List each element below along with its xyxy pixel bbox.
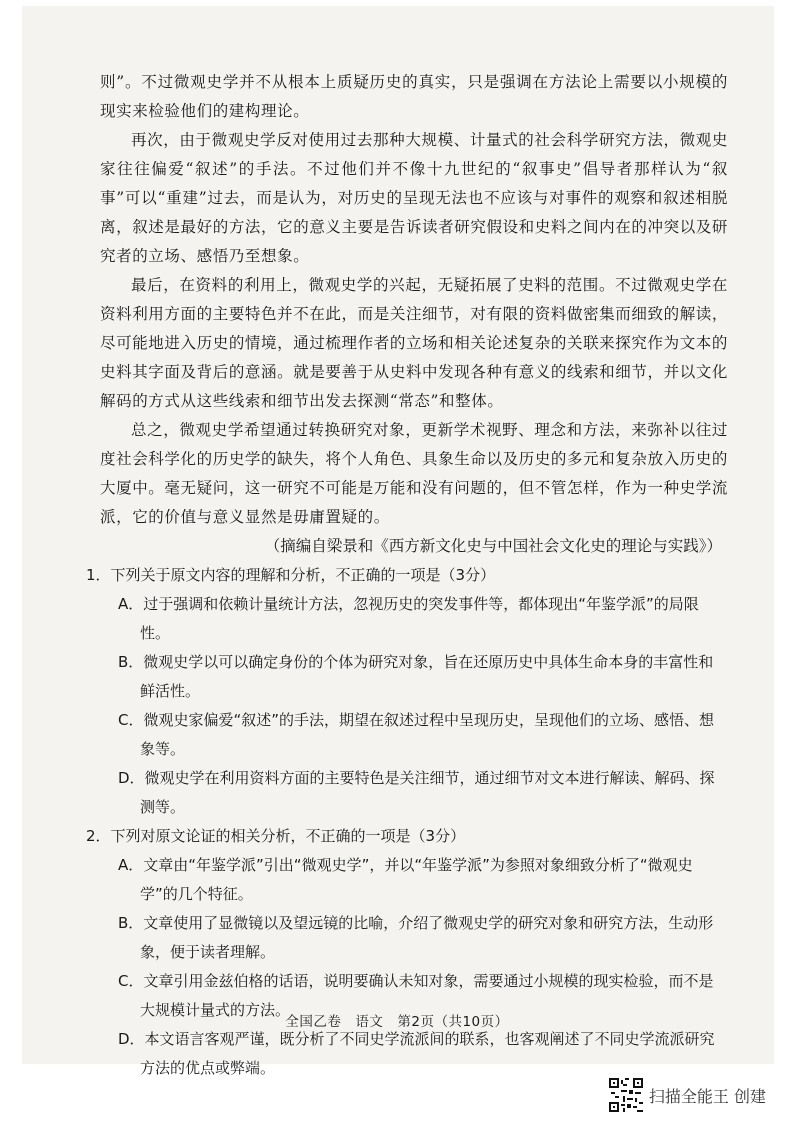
exam-page xyxy=(22,6,774,1077)
option-a: A．过于强调和依赖计量统计方法，忽视历史的突发事件等，都体现出“年鉴学派”的局限性。 xyxy=(118,595,699,642)
paragraph-4: 总之，微观史学希望通过转换研究对象，更新学术视野、理念和方法，来弥补以往过度社会科学化的历史学的缺失，将个人角色、具象生命以及历史的多元和复杂放入历史的大厦中。毫无疑问，这一研究不可能是万能和没有问题的，但不管怎样，作为一种史学流派，它的价值与意义显然是毋庸置疑的。 xyxy=(100,421,728,526)
paragraph-2: 再次，由于微观史学反对使用过去那种大规模、计量式的社会科学研究方法，微观史家往往偏爱“叙述”的手法。不过他们并不像十九世纪的“叙事史”倡导者那样认为“叙事”可以“重建”过去，而是认为，对历史的呈现无法也不应该与对事件的观察和叙述相脱离，叙述是最好的方法，它的意义主要是告诉读者研究假设和史料之间内在的冲突以及研究者的立场、感悟乃至想象。 xyxy=(100,131,728,265)
page-content xyxy=(86,68,728,1083)
option-d: D．微观史学在利用资料方面的主要特色是关注细节，通过细节对文本进行解读、解码、探测等。 xyxy=(118,769,715,816)
option-b: B．文章使用了显微镜以及望远镜的比喻，介绍了微观史学的研究对象和研究方法，生动形象，便于读者理解。 xyxy=(118,914,714,961)
paragraph-1: 则”。不过微观史学并不从根本上质疑历史的真实，只是强调在方法论上需要以小规模的现实来检验他们的建构理论。 xyxy=(100,73,728,120)
paragraph-3: 最后，在资料的利用上，微观史学的兴起，无疑拓展了史料的范围。不过微观史学在资料利用方面的主要特色并不在此，而是关注细节，对有限的资料做密集而细致的解读，尽可能地进入历史的情境，通过梳理作者的立场和相关论述复杂的关联来探究作为文本的史料其字面及背后的意涵。就是要善于从史料中发现各种有意义的线索和细节，并以文化解码的方式从这些线索和细节出发去探测“常态”和整体。 xyxy=(100,276,728,410)
option-c: C．文章引用金兹伯格的话语，说明要确认未知对象，需要通过小规模的现实检验，而不是大规模计量式的方法。 xyxy=(118,972,714,1019)
question-1 xyxy=(86,561,728,822)
question-stem: 2．下列对原文论证的相关分析，不正确的一项是（3分） xyxy=(86,827,466,845)
scanner-watermark xyxy=(609,1078,766,1112)
watermark-text: 扫描全能王 创建 xyxy=(648,1086,766,1106)
option-a: A．文章由“年鉴学派”引出“微观史学”，并以“年鉴学派”为参照对象细致分析了“微观史学”的几个特征。 xyxy=(118,856,693,903)
page-footer: 全国乙卷 语文 第2页（共10页） xyxy=(285,1014,509,1030)
option-b: B．微观史学以可以确定身份的个体为研究对象，旨在还原历史中具体生命本身的丰富性和鲜活性。 xyxy=(118,653,714,700)
qr-code-icon xyxy=(609,1078,643,1112)
source-citation: （摘编自梁景和《西方新文化史与中国社会文化史的理论与实践》） xyxy=(264,537,722,555)
question-2 xyxy=(86,822,728,1083)
option-d: D．本文语言客观严谨，既分析了不同史学流派间的联系，也客观阐述了不同史学流派研究方法的优点或弊端。 xyxy=(118,1030,715,1077)
question-stem: 1．下列关于原文内容的理解和分析，不正确的一项是（3分） xyxy=(86,566,496,584)
option-c: C．微观史家偏爱“叙述”的手法，期望在叙述过程中呈现历史，呈现他们的立场、感悟、想象等。 xyxy=(118,711,715,758)
